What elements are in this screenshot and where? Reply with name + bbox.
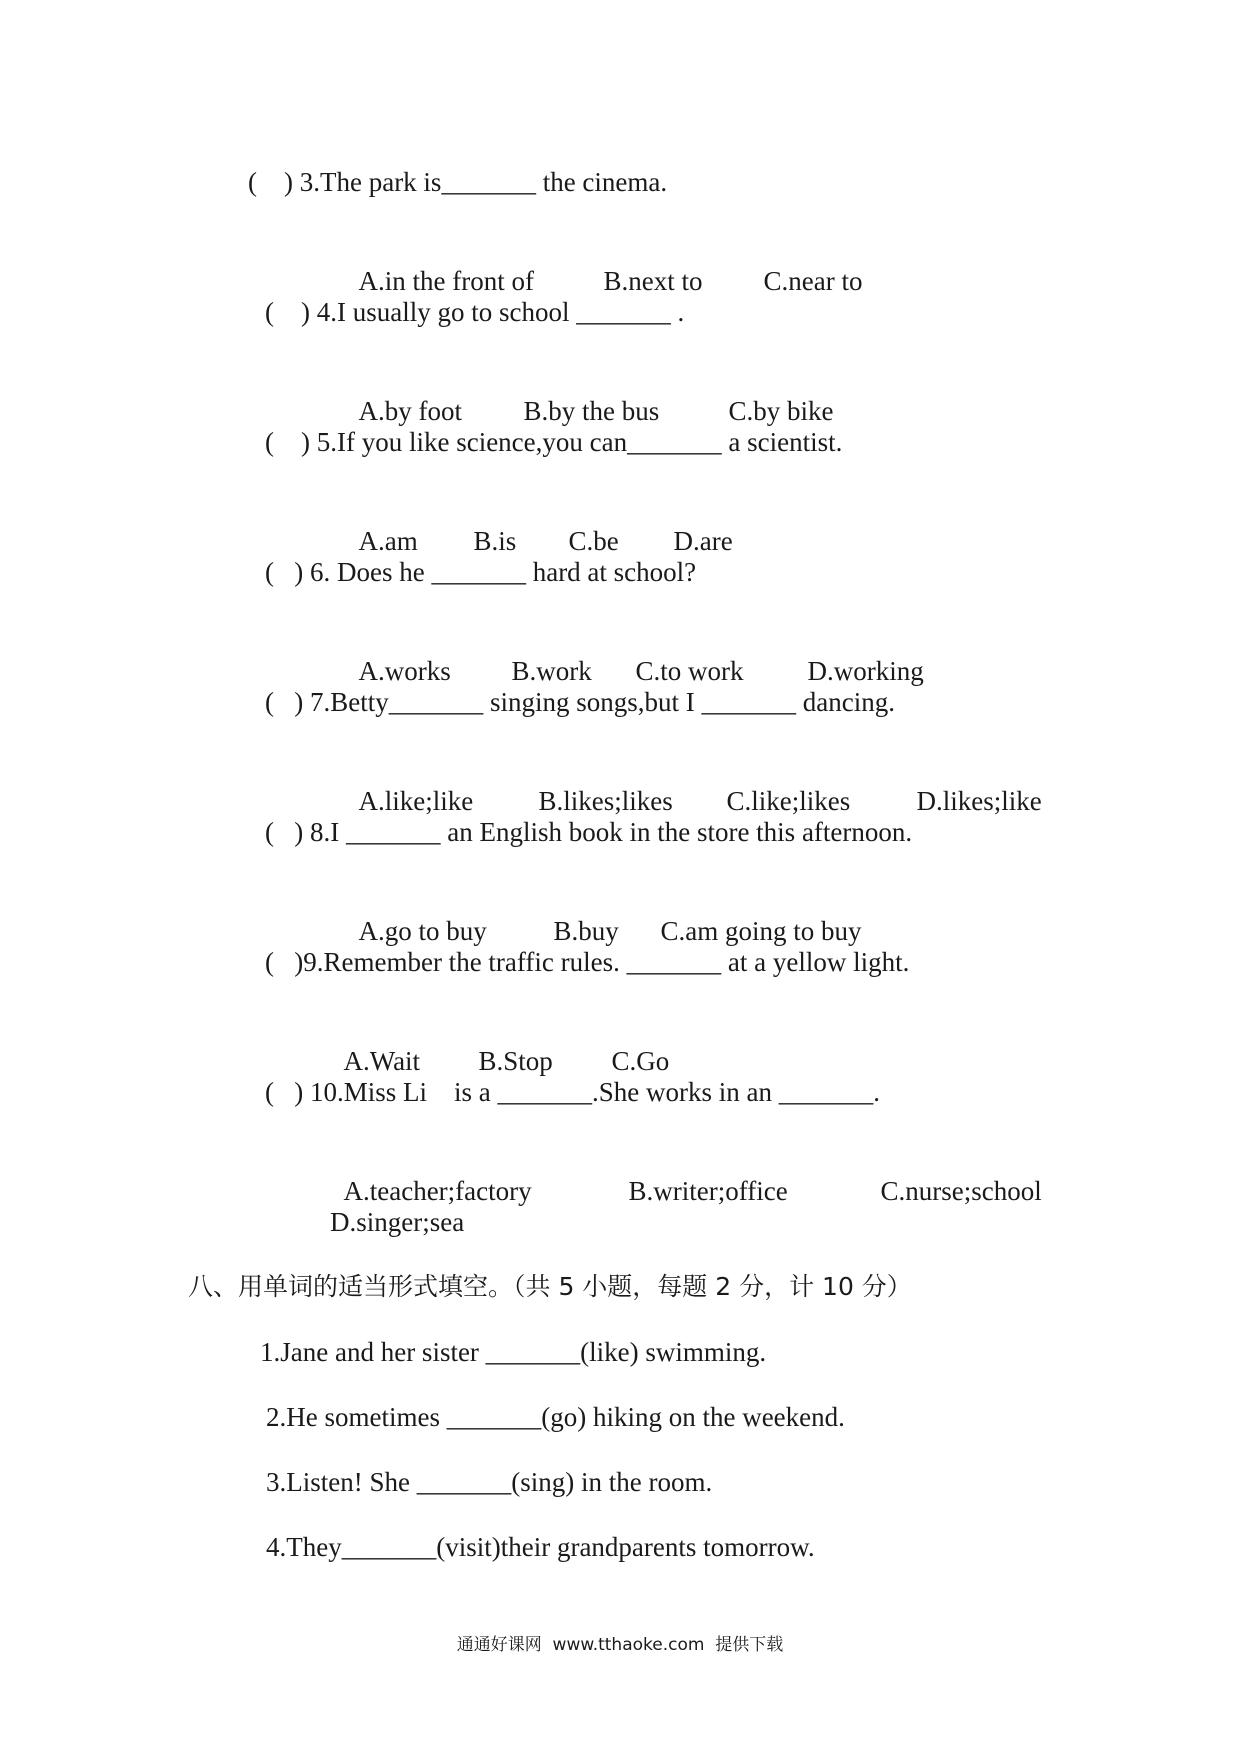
option-b: B.likes;likes xyxy=(538,786,673,816)
option-c: C.to work xyxy=(635,656,744,686)
section-8-title: 八、用单词的适当形式填空。（共 5 小题，每题 2 分，计 10 分） xyxy=(188,1272,912,1301)
option-a: A.in the front of xyxy=(358,266,534,296)
option-d: D.likes;like xyxy=(916,786,1042,816)
question-5-stem: ( ) 5.If you like science,you can_______ a scientist. xyxy=(265,427,843,457)
option-a: A.Wait xyxy=(343,1046,421,1076)
question-3-stem: ( ) 3.The park is_______ the cinema. xyxy=(248,167,668,197)
fill-item-1: 1.Jane and her sister _______(like) swimming. xyxy=(260,1337,767,1367)
option-b: B.writer;office xyxy=(628,1176,788,1206)
question-7-stem: ( ) 7.Betty_______ singing songs,but I _______ dancing. xyxy=(265,687,895,717)
option-c: C.by bike xyxy=(728,396,834,426)
option-a: A.am xyxy=(358,526,418,556)
question-9-options xyxy=(330,1010,669,1078)
option-a: A.by foot xyxy=(358,396,462,426)
fill-item-3: 3.Listen! She _______(sing) in the room. xyxy=(266,1467,713,1497)
option-b: B.next to xyxy=(603,266,703,296)
option-c: C.like;likes xyxy=(726,786,851,816)
option-a: A.like;like xyxy=(358,786,474,816)
option-d: D.working xyxy=(807,656,924,686)
question-9-stem: ( )9.Remember the traffic rules. _______ at a yellow light. xyxy=(265,947,910,977)
question-4-stem: ( ) 4.I usually go to school _______ . xyxy=(265,297,685,327)
option-b: B.by the bus xyxy=(523,396,660,426)
question-6-options xyxy=(345,620,924,688)
question-5-options xyxy=(345,490,733,558)
option-c: C.be xyxy=(568,526,619,556)
question-4-options xyxy=(345,360,834,428)
question-10-stem: ( ) 10.Miss Li is a _______.She works in an _______. xyxy=(265,1077,880,1107)
option-b: B.is xyxy=(473,526,517,556)
option-a: A.teacher;factory xyxy=(343,1176,532,1206)
fill-item-2: 2.He sometimes _______(go) hiking on the weekend. xyxy=(266,1402,845,1432)
question-3-options xyxy=(345,230,862,298)
option-c: C.am going to buy xyxy=(660,916,862,946)
option-b: B.buy xyxy=(553,916,619,946)
question-8-options xyxy=(345,880,862,948)
fill-item-4: 4.They_______(visit)their grandparents tomorrow. xyxy=(266,1532,815,1562)
option-a: A.go to buy xyxy=(358,916,487,946)
option-b: B.Stop xyxy=(478,1046,553,1076)
option-d: D.are xyxy=(673,526,733,556)
option-c: C.near to xyxy=(763,266,863,296)
page-footer: 通通好课网 www.tthaoke.com 提供下载 xyxy=(456,1635,784,1655)
question-10-option-d: D.singer;sea xyxy=(330,1207,465,1237)
option-c: C.nurse;school xyxy=(880,1176,1042,1206)
option-c: C.Go xyxy=(611,1046,670,1076)
option-a: A.works xyxy=(358,656,451,686)
question-10-options xyxy=(330,1140,1042,1208)
question-6-stem: ( ) 6. Does he _______ hard at school? xyxy=(265,557,697,587)
question-7-options xyxy=(345,750,1042,818)
option-b: B.work xyxy=(511,656,592,686)
question-8-stem: ( ) 8.I _______ an English book in the store this afternoon. xyxy=(265,817,913,847)
